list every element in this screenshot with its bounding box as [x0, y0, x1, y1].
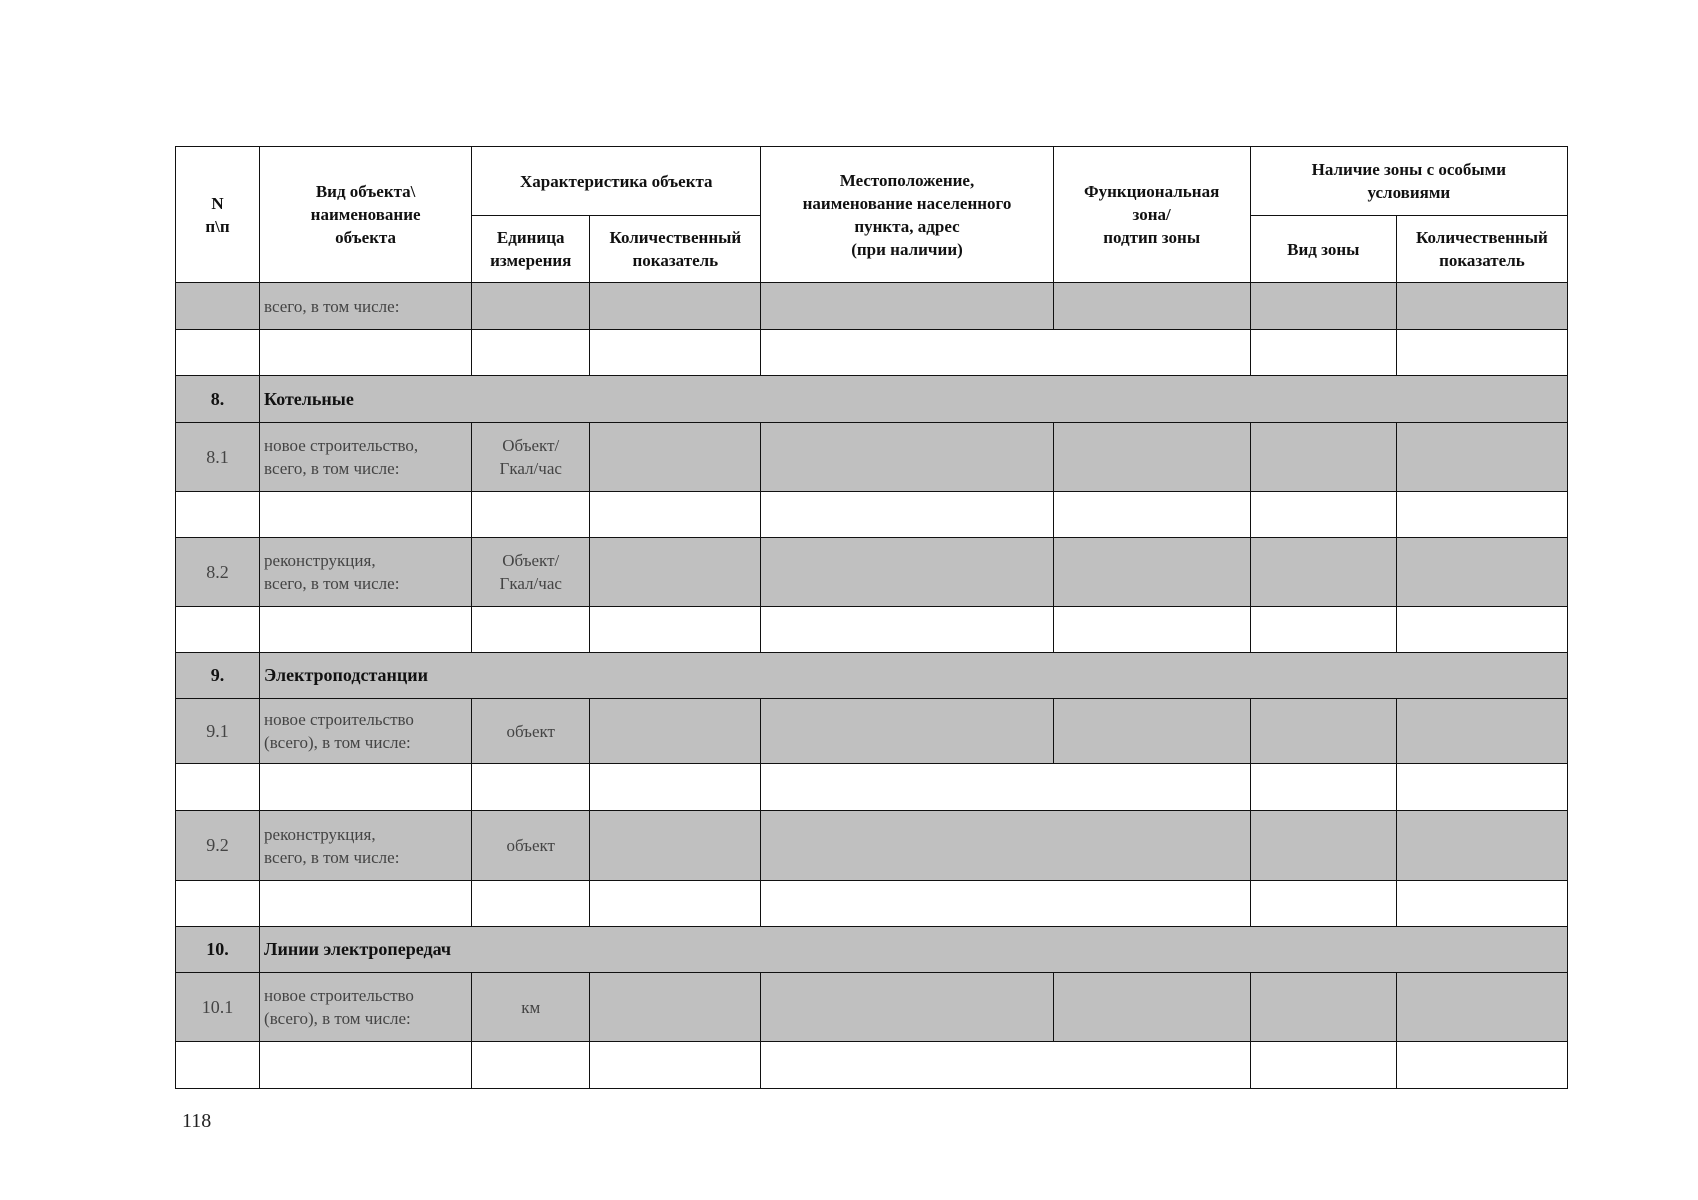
cell: [176, 764, 260, 811]
row-name: новое строительство, всего, в том числе:: [260, 423, 472, 492]
cell: [1396, 764, 1567, 811]
cell: [472, 607, 590, 653]
section-row: [176, 376, 1568, 423]
cell: [761, 699, 1053, 764]
section-row: [176, 927, 1568, 973]
cell: [1396, 423, 1567, 492]
cell: [1396, 538, 1567, 607]
row-name: всего, в том числе:: [260, 283, 472, 330]
cell: [260, 330, 472, 376]
row-name: реконструкция, всего, в том числе:: [260, 811, 472, 881]
cell: [1396, 973, 1567, 1042]
cell: [1396, 607, 1567, 653]
cell: [1250, 881, 1396, 927]
page-number: 118: [182, 1110, 212, 1132]
cell: [590, 607, 761, 653]
cell: [590, 699, 761, 764]
cell: [1396, 881, 1567, 927]
cell: [472, 330, 590, 376]
cell: [1396, 811, 1567, 881]
table-row: [176, 423, 1568, 492]
header-zone-type: Вид зоны: [1250, 216, 1396, 283]
table-row: [176, 973, 1568, 1042]
row-number: 10.1: [176, 973, 260, 1042]
cell: [590, 423, 761, 492]
table-row: [176, 283, 1568, 330]
cell: [1053, 423, 1250, 492]
cell: [472, 1042, 590, 1089]
cell: [472, 283, 590, 330]
row-unit: объект: [472, 699, 590, 764]
cell: [1250, 973, 1396, 1042]
cell: [761, 423, 1053, 492]
cell: [1053, 283, 1250, 330]
table-row: [176, 492, 1568, 538]
cell: [1053, 538, 1250, 607]
row-unit: Объект/ Гкал/час: [472, 423, 590, 492]
header-zone-quantity: Количественный показатель: [1396, 216, 1567, 283]
cell: [260, 607, 472, 653]
header-characteristic: Характеристика объекта: [472, 147, 761, 216]
row-number: 9.2: [176, 811, 260, 881]
cell: [1250, 283, 1396, 330]
cell: [260, 492, 472, 538]
table-row: [176, 881, 1568, 927]
cell: [590, 330, 761, 376]
table-row: [176, 538, 1568, 607]
cell: [176, 881, 260, 927]
cell: [472, 764, 590, 811]
cell: [1396, 283, 1567, 330]
cell: [761, 881, 1250, 927]
table-row: [176, 699, 1568, 764]
cell: [590, 973, 761, 1042]
header-functional-zone: Функциональная зона/ подтип зоны: [1053, 147, 1250, 283]
cell: [1250, 492, 1396, 538]
cell: [1396, 492, 1567, 538]
row-name: реконструкция, всего, в том числе:: [260, 538, 472, 607]
cell: [472, 881, 590, 927]
cell: [761, 607, 1053, 653]
table-row: [176, 764, 1568, 811]
cell: [1053, 607, 1250, 653]
cell: [590, 1042, 761, 1089]
cell: [260, 1042, 472, 1089]
cell: [761, 764, 1250, 811]
row-name: новое строительство (всего), в том числе:: [260, 973, 472, 1042]
cell: [176, 492, 260, 538]
cell: [472, 492, 590, 538]
cell: [590, 881, 761, 927]
table-row: [176, 1042, 1568, 1089]
header-unit: Единица измерения: [472, 216, 590, 283]
cell: [1250, 699, 1396, 764]
cell: [590, 811, 761, 881]
row-number: 8.1: [176, 423, 260, 492]
table-row: [176, 607, 1568, 653]
cell: [176, 607, 260, 653]
row-unit: Объект/ Гкал/час: [472, 538, 590, 607]
header-location: Местоположение, наименование населенного пункта, адрес (при наличии): [761, 147, 1053, 283]
section-row: [176, 653, 1568, 699]
cell: [176, 330, 260, 376]
cell: [260, 764, 472, 811]
row-number: 8.2: [176, 538, 260, 607]
row-name: новое строительство (всего), в том числе:: [260, 699, 472, 764]
data-table: [175, 146, 1568, 1089]
cell: [1396, 330, 1567, 376]
cell: [176, 283, 260, 330]
cell: [761, 538, 1053, 607]
section-number: 9.: [176, 653, 260, 699]
row-unit: км: [472, 973, 590, 1042]
table-row: [176, 811, 1568, 881]
cell: [1396, 1042, 1567, 1089]
cell: [761, 1042, 1250, 1089]
table-row: [176, 330, 1568, 376]
cell: [260, 881, 472, 927]
section-title: Котельные: [260, 376, 1568, 423]
cell: [1250, 1042, 1396, 1089]
row-number: 9.1: [176, 699, 260, 764]
cell: [1250, 764, 1396, 811]
cell: [761, 283, 1053, 330]
section-title: Линии электропередач: [260, 927, 1568, 973]
header-special-zone: Наличие зоны с особыми условиями: [1250, 147, 1567, 216]
cell: [761, 973, 1053, 1042]
header-quantity: Количественный показатель: [590, 216, 761, 283]
cell: [1053, 973, 1250, 1042]
cell: [761, 492, 1053, 538]
cell: [590, 538, 761, 607]
cell: [1396, 699, 1567, 764]
section-number: 8.: [176, 376, 260, 423]
cell: [1053, 492, 1250, 538]
header-num: N п\п: [176, 147, 260, 283]
cell: [1250, 811, 1396, 881]
cell: [1250, 330, 1396, 376]
section-number: 10.: [176, 927, 260, 973]
cell: [590, 283, 761, 330]
section-title: Электроподстанции: [260, 653, 1568, 699]
cell: [761, 330, 1250, 376]
row-unit: объект: [472, 811, 590, 881]
cell: [1250, 423, 1396, 492]
header-object-name: Вид объекта\ наименование объекта: [260, 147, 472, 283]
cell: [590, 492, 761, 538]
cell: [761, 811, 1250, 881]
cell: [1250, 538, 1396, 607]
cell: [1053, 699, 1250, 764]
cell: [176, 1042, 260, 1089]
cell: [1250, 607, 1396, 653]
cell: [590, 764, 761, 811]
